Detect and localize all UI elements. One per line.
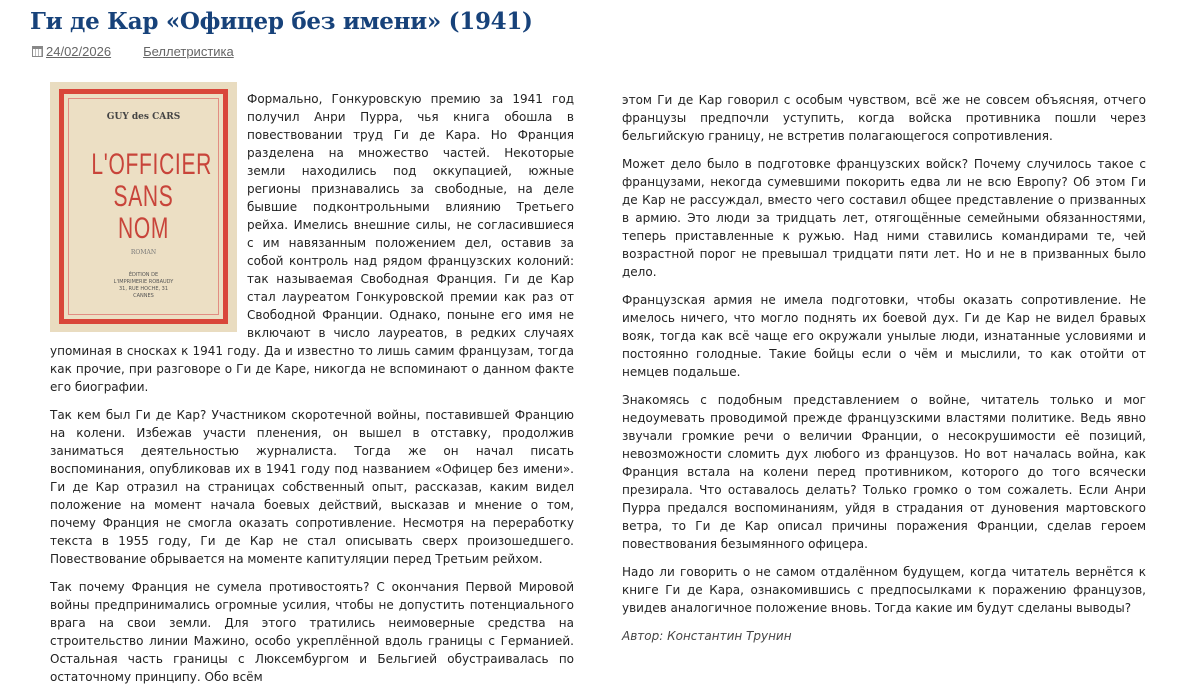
- paragraph: Знакомясь с подобным представлением о войне, читатель только и мог недоумевать проводимой прежде французскими властями политике. Ведь явно звучали громкие речи о величии Франции, о несокрушимости её позиций, невозможности сломить дух любого из французов. Но вот началась война, как Франция встала на колени перед противником, которого до того всячески презирала. Что оставалось делать? Только громко о том сожалеть. Если Анри Пурра предался воспоминаниям, уйдя в страдания от дуновения мартовского ветра, то Ги де Кар описал причины поражения Франции, сделав героем повествования безымянного офицера.: [622, 393, 1146, 551]
- paragraph: Формально, Гонкуровскую премию за 1941 год получил Анри Пурра, чья книга обошла в повествовании труд Ги де Кара. Но Франция разделена на множество частей. Некоторые земли находились под оккупацией, южные регионы признавались за свободные, на деле бывшие подконтрольными влиянию Третьего рейха. Имелись внешние силы, не согласившиеся с им навязанным положением дел, оставив за собой контроль над рядом французских колоний: так называемая Свободная Франция. Ги де Кар стал лауреатом Гонкуровской премии как раз от Свободной Франции. Однако, поныне его имя не включают в число лауреатов, в редких случаях упоминая в сносках к 1941 году. Да и известно то лишь самим французам, тогда как прочие, при разговоре о Ги де Каре, никогда не вспоминают о данном факте его биографии.: [50, 92, 574, 394]
- cover-publisher-2: L'IMPRIMERIE ROBAUDY: [113, 279, 174, 285]
- paragraph: Может дело было в подготовке французских войск? Почему случилось такое с французами, некогда сумевшими покорить едва ли не всю Европу? Об этом Ги де Кар не рассуждал, вместо чего составил общее представление о призванных в армию. Это люди за тридцать лет, отягощённые семейными обязанностями, теперь приставленные к ружью. Над ними ставились командирами те, чей возрастной порог не превышал тридцати пяти лет. Но и не в призванных было дело.: [622, 157, 1146, 279]
- book-cover-image: [50, 82, 237, 332]
- cover-genre: ROMAN: [130, 249, 157, 256]
- category-link[interactable]: Беллетристика: [143, 44, 234, 59]
- cover-title-1: L'OFFICIER: [91, 148, 213, 181]
- paragraph: этом Ги де Кар говорил с особым чувством, всё же не совсем объясняя, отчего французы предпочли уступить, когда войска противника пошли через бельгийскую границу, не встретив полагающегося сопротивления.: [622, 93, 1146, 143]
- article-column-left: [50, 90, 574, 696]
- cover-publisher-3: 31, RUE HOCHE, 31: [118, 286, 169, 292]
- cover-author: GUY des CARS: [106, 112, 181, 122]
- cover-publisher-1: ÉDITION DE: [128, 272, 159, 278]
- paragraph: Французская армия не имела подготовки, чтобы оказать сопротивление. Не имелось ничего, что могло поднять их боевой дух. Ги де Кар не видел бравых вояк, тогда как всё чаще его окружали унылые люди, изнатанные условиями и постоянно голодные. Такие бойцы если о чём и мыслили, то как отойти от немцев подальше.: [622, 293, 1146, 379]
- calendar-icon: [32, 46, 43, 57]
- page-title: Ги де Кар «Офицер без имени» (1941): [30, 8, 533, 35]
- cover-title-2: SANS NOM: [113, 180, 174, 245]
- cover-publisher-4: CANNES: [133, 293, 154, 299]
- post-meta: [32, 44, 234, 59]
- paragraph: Надо ли говорить о не самом отдалённом будущем, когда читатель вернётся к книге Ги де Кара, ознакомившись с предпосылками к поражению французов, увидев аналогичное положение вновь. Тогда какие им будут сделаны выводы?: [622, 565, 1146, 615]
- paragraph: Так почему Франция не сумела противостоять? С окончания Первой Мировой войны предпринимались огромные усилия, чтобы не допустить потенциального врага на свои земли. Для этого тратились неимоверные средства на строительство линии Мажино, особо укреплённой вдоль границы с Германией. Остальная часть границы с Люксембургом и Бельгией обустраивалась по остаточному принципу. Обо всём: [50, 580, 574, 684]
- author-signature: Автор: Константин Трунин: [622, 629, 792, 643]
- paragraph: Так кем был Ги де Кар? Участником скоротечной войны, поставившей Францию на колени. Избежав участи пленения, он вышел в отставку, продолжив заниматься деятельностью журналиста. Тогда же он начал писать воспоминания, опубликовав их в 1941 году под названием «Офицер без имени». Ги де Кар отразил на страницах собственный опыт, рассказав, каким видел положение на момент начала боевых действий, высказав и мнение о том, почему Франция не смогла оказать сопротивление. Несмотря на переработку текста в 1955 году, Ги де Кар не стал описывать сверх произошедшего. Повествование обрывается на моменте капитуляции перед Третьим рейхом.: [50, 408, 574, 566]
- article-column-right: [622, 91, 1146, 655]
- post-date-link[interactable]: 24/02/2026: [46, 44, 112, 59]
